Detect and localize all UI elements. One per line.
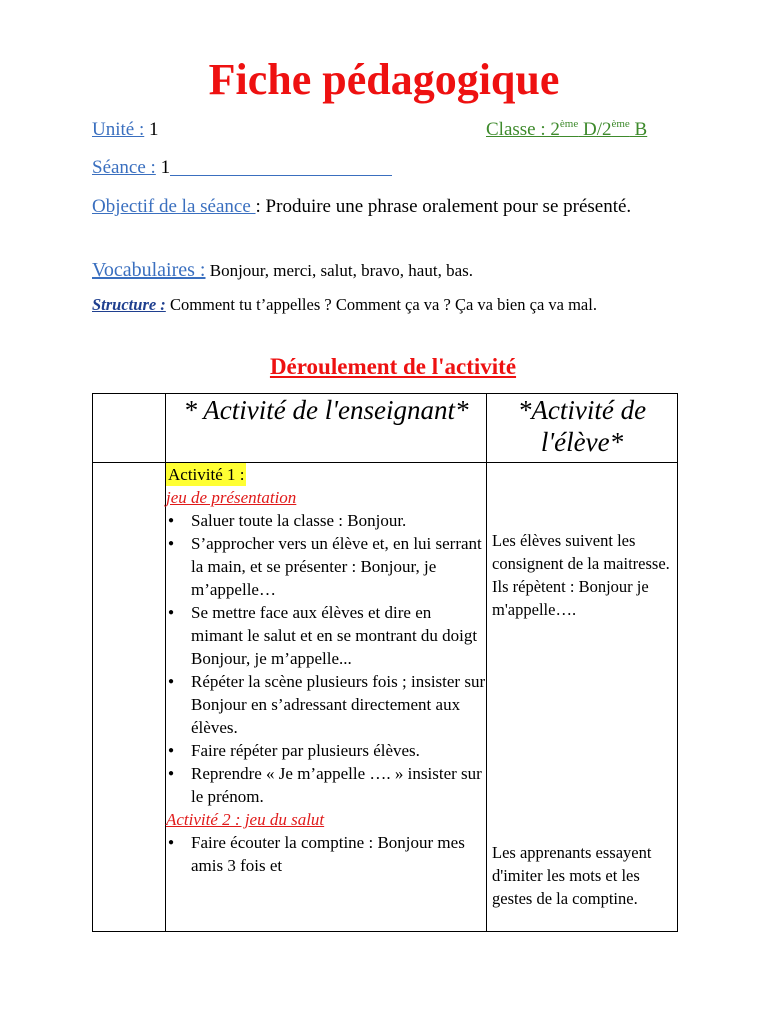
- structure-value: Comment tu t’appelles ? Comment ça va ? Ça va bien ça va mal.: [165, 295, 597, 314]
- unite-value: 1: [144, 119, 159, 140]
- objectif-text: : Produire une phrase oralement pour se présenté.: [255, 196, 632, 217]
- classe-suffix: B: [629, 119, 648, 140]
- seance-underline: [170, 157, 392, 176]
- unite-label: Unité :: [92, 119, 145, 140]
- list-item: ● Répéter la scène plusieurs fois ; insister sur Bonjour en s’adressant directement aux élèves.: [166, 670, 486, 739]
- vocabulaires-label: Vocabulaires :: [92, 259, 206, 281]
- classe-prefix: Classe : 2: [486, 119, 560, 140]
- table-body-row: [93, 463, 678, 932]
- activity-table: [92, 393, 678, 932]
- pupil-activity-cell: [487, 463, 678, 932]
- deroulement-title-text: Déroulement de l'activité: [269, 354, 517, 379]
- classe-sup-1: ème: [559, 118, 579, 130]
- list-item: ● Reprendre « Je m’appelle …. » insister sur le prénom.: [166, 762, 486, 808]
- objectif-line: [92, 193, 682, 220]
- vocabulaires-line: [92, 258, 473, 283]
- activite-1-list: [166, 509, 486, 808]
- activite-2-label: Activité 2 : jeu du salut: [166, 810, 325, 829]
- pupil-activity-2: Les apprenants essayent d'imiter les mots et les gestes de la comptine.: [492, 843, 652, 908]
- classe-mid: D/2: [578, 119, 612, 140]
- classe-sup-2: ème: [611, 118, 630, 130]
- classe-line: [486, 118, 647, 142]
- activite-2-list: [166, 831, 486, 877]
- objectif-label: Objectif de la séance: [92, 196, 256, 217]
- seance-value: 1: [155, 157, 171, 178]
- vocabulaires-value: Bonjour, merci, salut, bravo, haut, bas.: [205, 261, 473, 280]
- body-empty-cell: [93, 463, 166, 932]
- header-teacher: * Activité de l'enseignant*: [166, 394, 487, 463]
- unite-line: [92, 118, 159, 142]
- table-header-row: [93, 394, 678, 463]
- structure-label: Structure :: [92, 295, 166, 314]
- list-item: ● Faire répéter par plusieurs élèves.: [166, 739, 486, 762]
- deroulement-title: [0, 353, 768, 381]
- teacher-activity-cell: [166, 463, 487, 932]
- activite-1-subtitle: jeu de présentation: [166, 488, 297, 507]
- structure-line: [92, 293, 692, 317]
- list-item: ● Faire écouter la comptine : Bonjour mes amis 3 fois et: [166, 831, 486, 877]
- page-title: Fiche pédagogique: [208, 55, 560, 104]
- activite-1-label: Activité 1 :: [168, 465, 245, 484]
- header-empty-cell: [93, 394, 166, 463]
- list-item: ● S’approcher vers un élève et, en lui serrant la main, et se présenter : Bonjour, je m’appelle…: [166, 532, 486, 601]
- pupil-activity-1: Les élèves suivent les consignent de la maitresse. Ils répètent : Bonjour je m'appelle….: [492, 531, 670, 619]
- list-item: ● Saluer toute la classe : Bonjour.: [166, 509, 486, 532]
- seance-line: [92, 156, 392, 180]
- seance-label: Séance :: [92, 157, 156, 178]
- header-pupil: *Activité de l'élève*: [487, 394, 678, 463]
- list-item: ● Se mettre face aux élèves et dire en mimant le salut et en se montrant du doigt Bonjour, je m’appelle...: [166, 601, 486, 670]
